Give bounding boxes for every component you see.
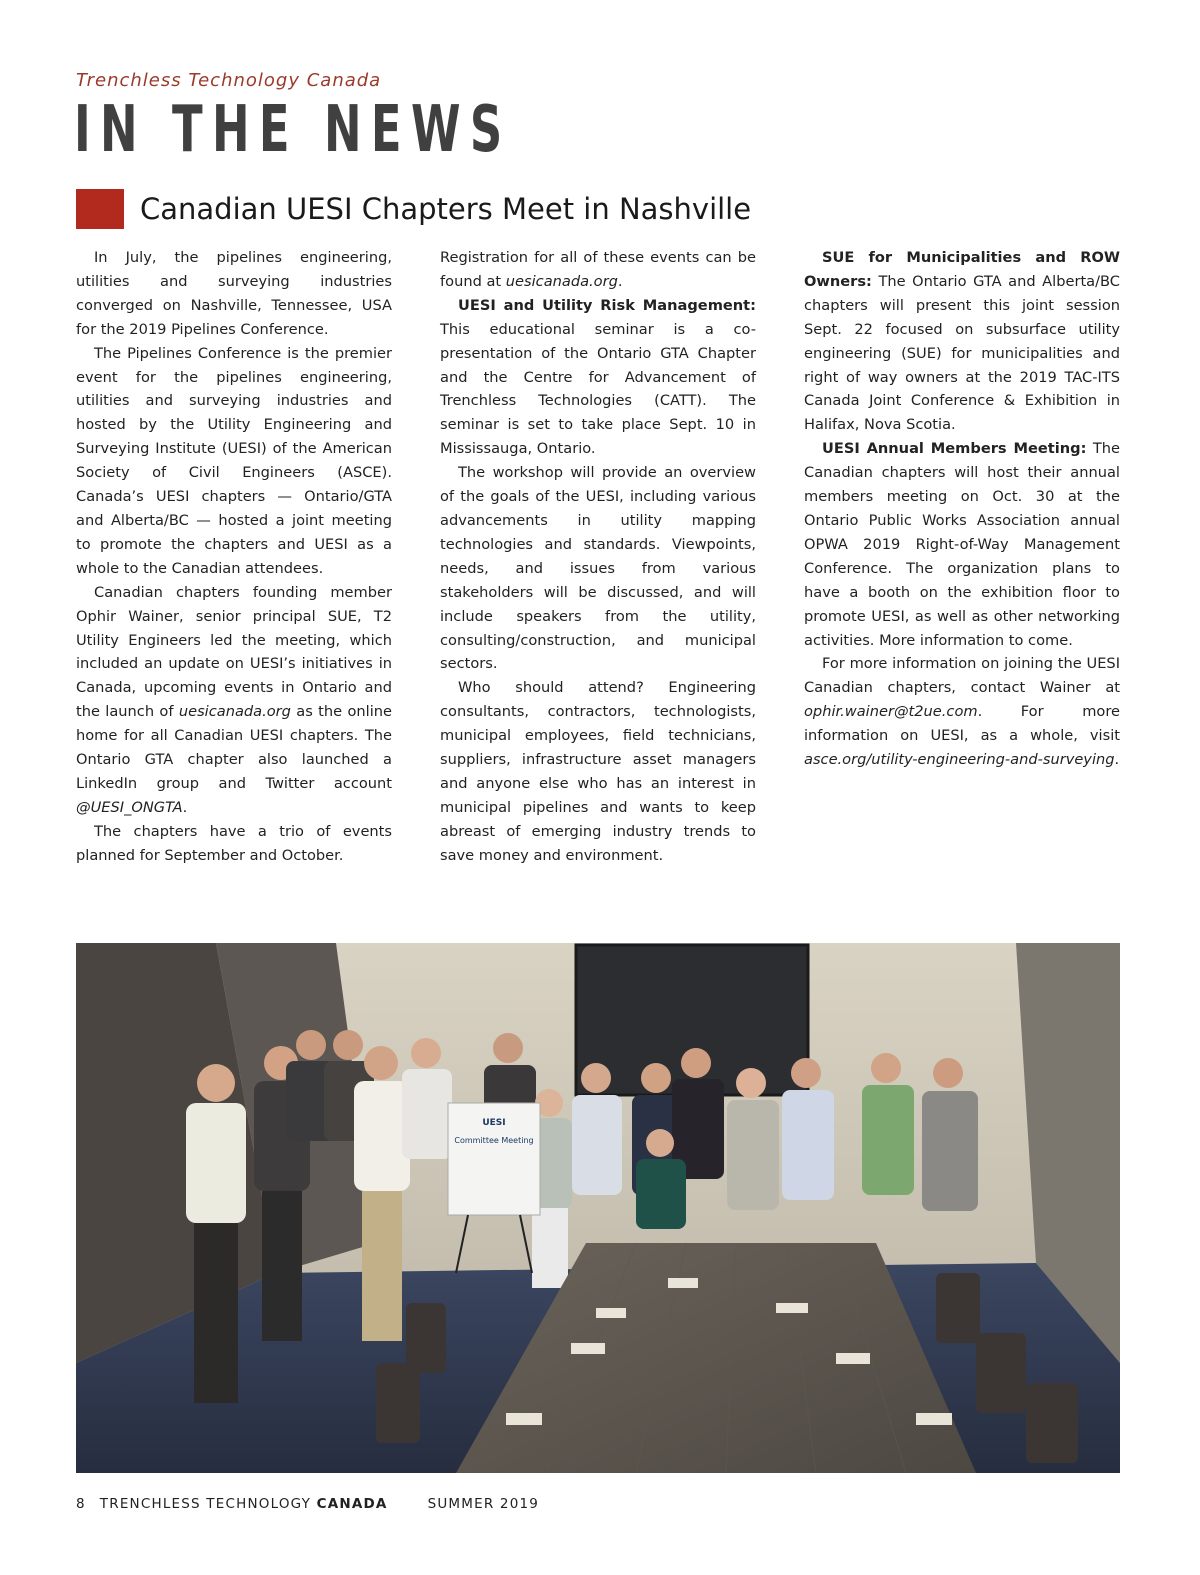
- issue-date: SUMMER 2019: [427, 1496, 540, 1512]
- uesicanada-link[interactable]: uesicanada.org: [505, 272, 618, 290]
- paragraph: Who should attend? Engineering consultants, contractors, technologists, municipal employees, field technicians, suppliers, infrastructure asset managers and anyone else who has an interest in municipal pipelines and wants to keep abreast of emerging industry trends to save money and environment.: [440, 679, 756, 864]
- table-paper: [836, 1353, 870, 1364]
- table-paper: [596, 1308, 626, 1318]
- article-column-3: [804, 246, 1120, 772]
- paragraph: The Pipelines Conference is the premier event for the pipelines engineering, utilities and surveying industries and hosted by the Utility Engineering and Surveying Institute (UESI) of the American Society of Civil Engineers (ASCE). Canada’s UESI chapters — Ontario/GTA and Alberta/BC — hosted a joint meeting to promote the chapters and UESI as a whole to the Canadian attendees.: [76, 344, 392, 577]
- table-paper: [571, 1343, 605, 1354]
- group-photo: [76, 943, 1120, 1473]
- article-headline: Canadian UESI Chapters Meet in Nashville: [140, 192, 752, 226]
- person: [354, 1046, 410, 1341]
- paragraph: The workshop will provide an overview of the goals of the UESI, including various advancements in utility mapping technologies and standards. Viewpoints, needs, and issues from various stakeholders will be discussed, and will include speakers from the utility, consulting/construction, and municipal sectors.: [440, 464, 756, 673]
- paragraph: Canadian chapters founding member Ophir Wainer, senior principal SUE, T2 Utility Engineers led the meeting, which included an update on UESI’s initiatives in Canada, upcoming events in Ontario and the launch of uesicanada.org as the online home for all Canadian UESI chapters. The Ontario GTA chapter also launched a LinkedIn group and Twitter account @UESI_ONGTA.: [76, 583, 392, 816]
- paragraph: For more information on joining the UESI Canadian chapters, contact Wainer at ophir.wainer@t2ue.com. For more information on UESI, as a whole, visit asce.org/utility-engineering-and-surveying.: [804, 655, 1120, 769]
- chair: [376, 1363, 420, 1443]
- sign-logo: UESI: [482, 1118, 506, 1128]
- headline-row: [76, 188, 751, 230]
- article-column-2: [440, 246, 756, 868]
- chair: [936, 1273, 980, 1343]
- uesicanada-link[interactable]: uesicanada.org: [178, 703, 291, 721]
- table-paper: [916, 1413, 952, 1425]
- table-paper: [506, 1413, 542, 1425]
- chair: [406, 1303, 446, 1373]
- asce-link[interactable]: asce.org/utility-engineering-and-surveying: [804, 751, 1115, 769]
- publication-kicker: Trenchless Technology Canada: [76, 70, 382, 91]
- section-title: IN THE NEWS: [74, 93, 512, 167]
- page-number: 8: [76, 1496, 86, 1512]
- twitter-handle[interactable]: @UESI_ONGTA: [76, 798, 183, 816]
- paragraph: In July, the pipelines engineering, utilities and surveying industries converged on Nashville, Tennessee, USA for the 2019 Pipelines Conference.: [76, 249, 392, 338]
- table-paper: [776, 1303, 808, 1313]
- paragraph: SUE for Municipalities and ROW Owners: The Ontario GTA and Alberta/BC chapters will present this joint session Sept. 22 focused on subsurface utility engineering (SUE) for municipalities and right of way owners at the 2019 TAC-ITS Canada Joint Conference & Exhibition in Halifax, Nova Scotia.: [804, 249, 1120, 434]
- chair: [976, 1333, 1026, 1413]
- paragraph: The chapters have a trio of events planned for September and October.: [76, 822, 392, 864]
- paragraph: UESI Annual Members Meeting: The Canadian chapters will host their annual members meeting on Oct. 30 at the Ontario Public Works Association annual OPWA 2019 Right-of-Way Management Conference. The organization plans to have a booth on the exhibition floor to promote UESI, as well as other networking activities. More information to come.: [804, 440, 1120, 649]
- email-link[interactable]: ophir.wainer@t2ue.com: [804, 703, 978, 721]
- subheading: UESI and Utility Risk Management:: [458, 296, 756, 314]
- article-column-1: [76, 246, 392, 868]
- paragraph: Registration for all of these events can be found at uesicanada.org.: [440, 249, 756, 290]
- headline-marker-square: [76, 189, 124, 229]
- chair: [1026, 1383, 1078, 1463]
- group-photo-illustration: [76, 943, 1120, 1473]
- publication-name: TRENCHLESS TECHNOLOGY CANADA: [99, 1496, 388, 1512]
- sign-title: Committee Meeting: [454, 1136, 534, 1145]
- page-footer: [76, 1496, 539, 1512]
- table-paper: [668, 1278, 698, 1288]
- person: [186, 1064, 246, 1403]
- subheading: SUE for Municipalities and ROW Owners:: [804, 249, 1120, 290]
- paragraph: UESI and Utility Risk Management: This educational seminar is a co-presentation of the Ontario GTA Chapter and the Centre for Advancement of Trenchless Technologies (CATT). The seminar is set to take place Sept. 10 in Mississauga, Ontario.: [440, 296, 756, 458]
- subheading: UESI Annual Members Meeting:: [822, 440, 1087, 458]
